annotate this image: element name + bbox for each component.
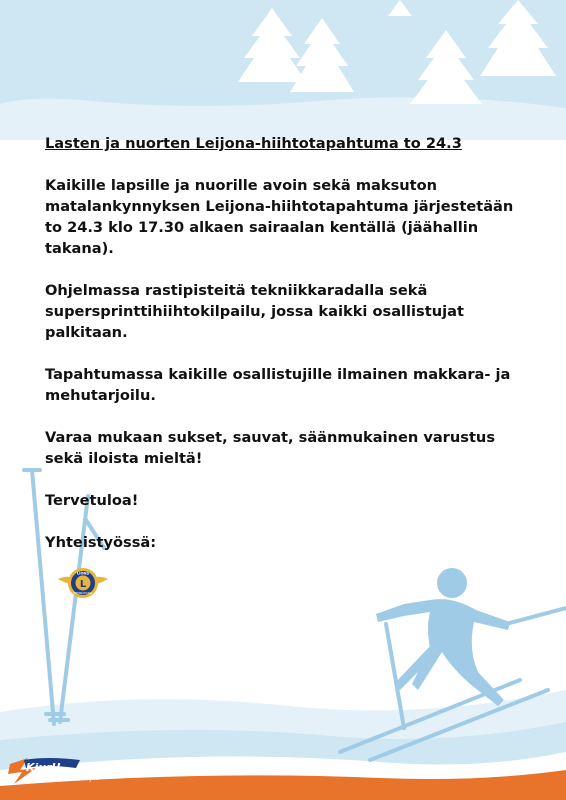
poster-text bbox=[45, 133, 515, 574]
poster-title: Lasten ja nuorten Leijona-hiihtotapahtuma to 24.3 bbox=[45, 135, 462, 152]
poster-paragraph-equipment: Varaa mukaan sukset, sauvat, säänmukainen varustus sekä iloista mieltä! bbox=[45, 429, 496, 467]
kiuru-logo-subtitle: Kiuruveden Urheilijat bbox=[30, 774, 99, 782]
poster-paragraph-intro: Kaikille lapsille ja nuorille avoin sekä maksuton matalankynnyksen Leijona-hiihtotapahtuma järjestetään to 24.3 klo 17.30 alkaen sairaalan kentällä (jäähallin takana). bbox=[45, 177, 514, 257]
lions-international-logo bbox=[56, 561, 110, 605]
poster-paragraph-cooperation: Yhteistyössä: bbox=[45, 534, 157, 551]
poster-paragraph-program: Ohjelmassa rastipisteitä tekniikkaradalla sekä supersprinttihiihtokilpailu, jossa kaikki osallistujat palkitaan. bbox=[45, 282, 464, 341]
kiuru-logo-name: KiurU bbox=[26, 761, 61, 774]
lions-logo-top-text: LIONS bbox=[76, 571, 90, 576]
lions-logo-bottom-text: INTERNATIONAL bbox=[73, 592, 93, 595]
lions-logo-letter: L bbox=[79, 579, 87, 590]
poster-paragraph-refreshments: Tapahtumassa kaikille osallistujille ilmainen makkara- ja mehutarjoilu. bbox=[45, 366, 511, 404]
poster-paragraph-welcome: Tervetuloa! bbox=[45, 492, 139, 509]
